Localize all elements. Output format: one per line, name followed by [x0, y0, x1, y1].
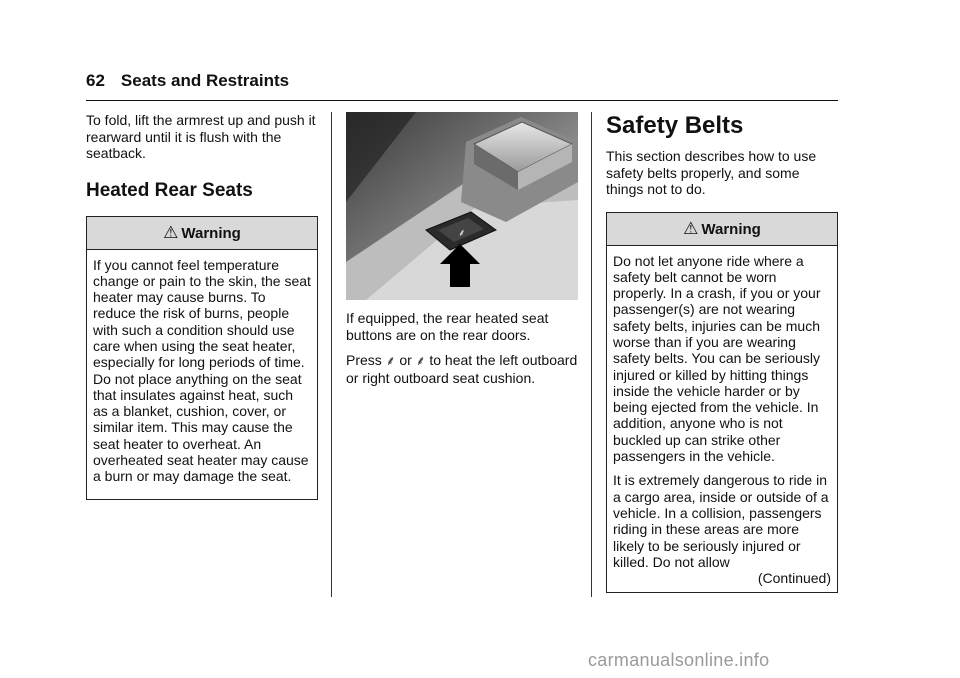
safety-belts-intro: This section describes how to use safety belts properly, and some things not to do.: [606, 148, 817, 197]
press-suffix: to heat the left outboard or right outboard seat cushion.: [346, 352, 578, 386]
left-heated-seat-icon: ⸙: [385, 353, 396, 368]
column-divider: [331, 112, 332, 597]
warning-title: Warning: [701, 220, 761, 238]
warning-header: [607, 213, 837, 246]
page-header: [86, 70, 838, 101]
warning-title: Warning: [181, 224, 241, 242]
svg-text:⸙: ⸙: [458, 228, 466, 239]
watermark: carmanualsonline.info: [588, 650, 770, 670]
warning-icon: ⚠: [683, 218, 699, 238]
safety-belts-heading: Safety Belts: [606, 112, 744, 139]
right-heated-seat-icon: ⸙: [415, 353, 426, 368]
safety-belt-warning-box: [606, 212, 838, 594]
armrest-paragraph: To fold, lift the armrest up and push it rearward until it is flush with the seatback.: [86, 112, 316, 161]
warning-icon: ⚠: [163, 222, 179, 242]
warning-body: [87, 250, 317, 499]
middle-column: [346, 112, 578, 395]
press-prefix: Press: [346, 352, 382, 368]
warning-text: If you cannot feel temperature change or pain to the skin, the seat heater may cause burns. To reduce the risk of burns, people with such a condition should use care when using the seat heater, especially for long periods of time. Do not place anything on the seat that insulates against heat, such as a blanket, cushion, cover, or similar item. This may cause the seat heater to overheat. An overheated seat heater may cause a burn or may damage the seat.: [93, 256, 311, 485]
heated-rear-seats-heading: Heated Rear Seats: [86, 179, 253, 201]
press-instruction: [346, 352, 578, 386]
warning-paragraph-1: Do not let anyone ride where a safety belt cannot be worn properly. In a crash, if you or your passenger(s) are not wearing safety belts, injuries can be much worse than if you are wearing safety belts. You can be seriously injured or killed by hitting things inside the vehicle harder or by being ejected from the vehicle. In addition, anyone who is not buckled up can strike other passengers in the vehicle.: [613, 252, 821, 465]
heated-seat-warning-box: [86, 216, 318, 500]
section-title: Seats and Restraints: [120, 71, 290, 90]
continued-label: (Continued): [757, 570, 831, 587]
warning-paragraph-2: It is extremely dangerous to ride in a cargo area, inside or outside of a vehicle. In a collision, passengers riding in these areas are more likely to be seriously injured or killed. Do not allow: [613, 472, 829, 570]
heated-seat-button-image: [346, 112, 578, 300]
page-number: 62: [86, 71, 105, 90]
press-or: or: [399, 352, 412, 368]
warning-header: [87, 217, 317, 250]
left-column: [86, 112, 318, 500]
warning-body: [607, 246, 837, 593]
column-divider: [591, 112, 592, 597]
figure-caption: If equipped, the rear heated seat buttons are on the rear doors.: [346, 310, 549, 343]
right-column: [606, 112, 838, 593]
